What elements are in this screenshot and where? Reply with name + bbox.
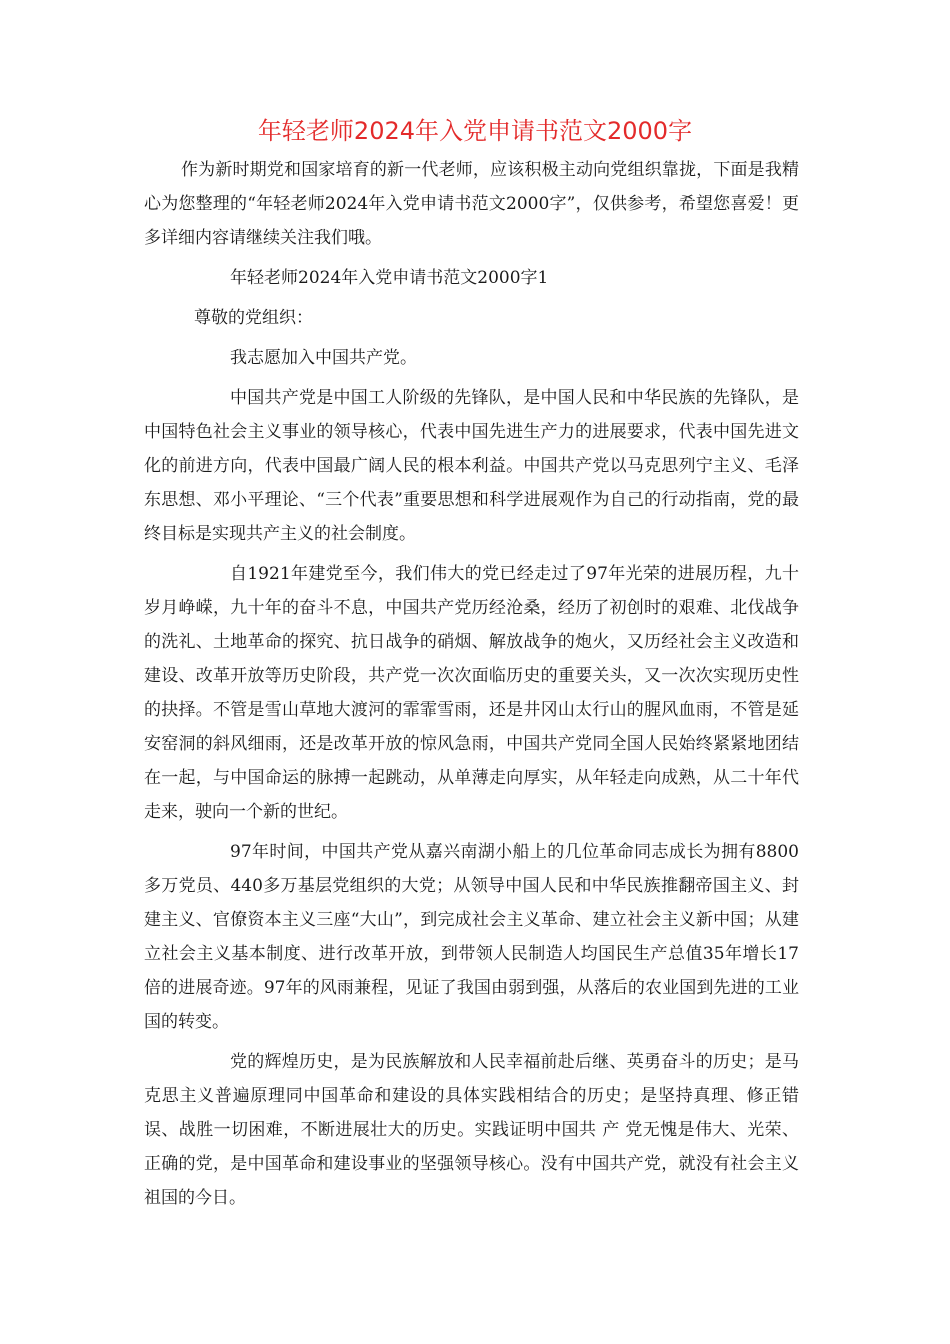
body-paragraph-1: 我志愿加入中国共产党。 [230,348,417,368]
document-body [144,153,799,1221]
body-paragraph-3: 自1921年建党至今，我们伟大的党已经走过了97年光荣的进展历程，九十岁月峥嵘，九十年的奋斗不息，中国共产党历经沧桑，经历了初创时的艰难、北伐战争的洗礼、土地革命的探究、抗日战争的硝烟、解放战争的炮火，又历经社会主义改造和建设、改革开放等历史阶段，共产党一次次面临历史的重要关头，又一次次实现历史性的抉择。不管是雪山草地大渡河的霏霏雪雨，还是井冈山太行山的腥风血雨，不管是延安窑洞的斜风细雨，还是改革开放的惊风急雨，中国共产党同全国人民始终紧紧地团结在一起，与中国命运的脉搏一起跳动，从单薄走向厚实，从年轻走向成熟，从二十年代走来，驶向一个新的世纪。 [144,564,799,822]
document-title: 年轻老师2024年入党申请书范文2000字 [257,117,693,145]
intro-paragraph: 作为新时期党和国家培育的新一代老师，应该积极主动向党组织靠拢，下面是我精心为您整理的“年轻老师2024年入党申请书范文2000字”，仅供参考，希望您喜爱！更多详细内容请继续关注我们哦。 [144,160,799,248]
letter-subtitle: 年轻老师2024年入党申请书范文2000字1 [230,268,549,288]
letter-salutation: 尊敬的党组织： [194,308,313,328]
body-paragraph-5: 党的辉煌历史，是为民族解放和人民幸福前赴后继、英勇奋斗的历史；是马克思主义普遍原理同中国革命和建设的具体实践相结合的历史；是坚持真理、修正错误、战胜一切困难，不断进展壮大的历史。实践证明中国共 产 党无愧是伟大、光荣、正确的党，是中国革命和建设事业的坚强领导核心。没有中国共产党，就没有社会主义祖国的今日。 [144,1052,799,1208]
body-paragraph-2: 中国共产党是中国工人阶级的先锋队，是中国人民和中华民族的先锋队，是中国特色社会主义事业的领导核心，代表中国先进生产力的进展要求，代表中国先进文化的前进方向，代表中国最广阔人民的根本利益。中国共产党以马克思列宁主义、毛泽东思想、邓小平理论、“三个代表”重要思想和科学进展观作为自己的行动指南，党的最终目标是实现共产主义的社会制度。 [144,388,799,544]
body-paragraph-4: 97年时间，中国共产党从嘉兴南湖小船上的几位革命同志成长为拥有8800多万党员、440多万基层党组织的大党；从领导中国人民和中华民族推翻帝国主义、封建主义、官僚资本主义三座“大山”，到完成社会主义革命、建立社会主义新中国；从建立社会主义基本制度、进行改革开放，到带领人民制造人均国民生产总值35年增长17倍的进展奇迹。97年的风雨兼程，见证了我国由弱到强，从落后的农业国到先进的工业国的转变。 [144,842,799,1032]
